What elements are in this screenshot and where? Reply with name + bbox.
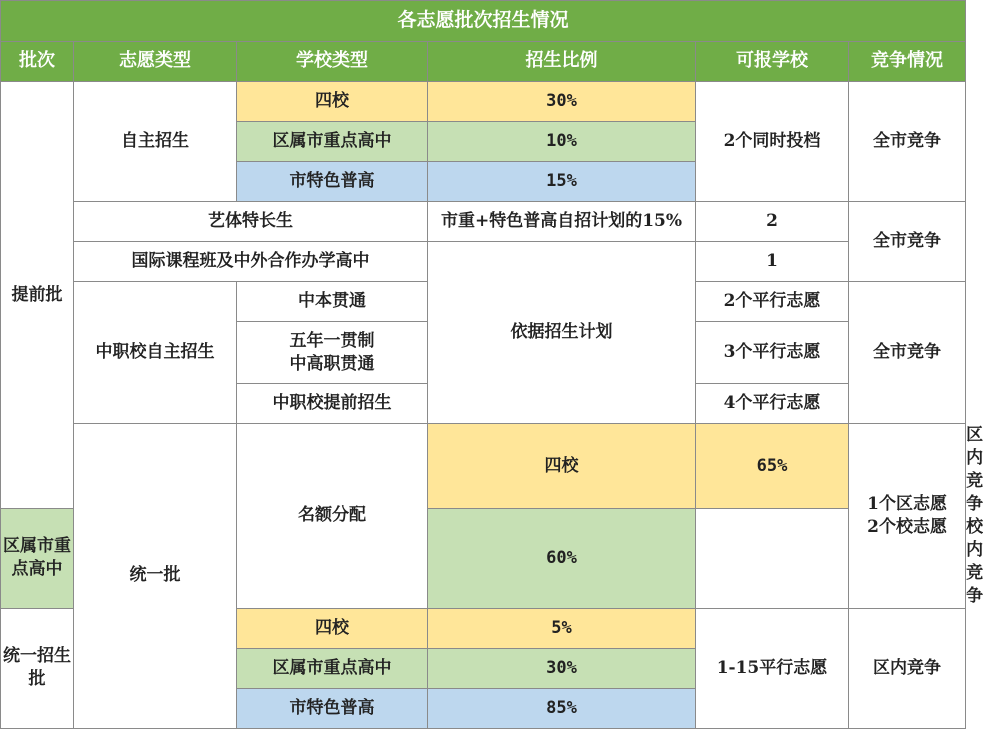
options-cell: 2个同时投档 — [696, 82, 849, 202]
school-line: 五年一贯制 — [289, 330, 375, 351]
ratio-cell: 15% — [428, 162, 696, 202]
options-line: 2个校志愿 — [867, 516, 947, 537]
school-cell: 区属市重点高中 — [237, 122, 428, 162]
header-school-type: 学校类型 — [237, 42, 428, 82]
school-cell: 四校 — [428, 424, 696, 509]
ratio-cell: 10% — [428, 122, 696, 162]
school-cell: 区属市重点高中 — [1, 508, 74, 608]
admission-table: 各志愿批次招生情况 批次 志愿类型 学校类型 招生比例 可报学校 竞争情况 提前批 自主招生 四校 30% 2个同时投档 全市竞争 区属市重点高中 10% 市特色普高 15% 艺体特长生 市重+特色普高自招计划的15% 2 全市竞争 国际课程班及中外合作办学高中 依据招生计划 1 中职校自主招生 中本贯通 2个平行志愿 全市竞争 五年一贯制 中高职贯通 3个平行志愿 中职校提前招生 4个平行志愿 统一批 名额分配 四校 65% 1个区志愿 2个校志愿 区内竞争 校内竞争 区属市重点高中 60% 统一招生批 四校 5% 1-15平行志愿 区内竞争 区属市重点高中 30% 市特色普高 85% — [0, 0, 966, 729]
options-line: 1个区志愿 — [867, 493, 947, 514]
school-cell: 四校 — [237, 82, 428, 122]
type-vocational: 中职校自主招生 — [74, 282, 237, 424]
table-title: 各志愿批次招生情况 — [1, 1, 966, 42]
ratio-cell: 85% — [428, 688, 696, 728]
school-cell: 区属市重点高中 — [237, 648, 428, 688]
type-international: 国际课程班及中外合作办学高中 — [74, 242, 428, 282]
header-type: 志愿类型 — [74, 42, 237, 82]
competition-cell: 全市竞争 — [849, 282, 966, 424]
options-cell: 1 — [696, 242, 849, 282]
options-cell — [849, 424, 966, 609]
header-competition: 竞争情况 — [849, 42, 966, 82]
ratio-cell: 5% — [428, 608, 696, 648]
options-cell: 4个平行志愿 — [696, 384, 849, 424]
school-line: 中高职贯通 — [289, 353, 375, 374]
type-arts-sports: 艺体特长生 — [74, 202, 428, 242]
type-quota: 名额分配 — [237, 424, 428, 609]
ratio-plan-cell: 依据招生计划 — [428, 242, 696, 424]
school-cell: 中本贯通 — [237, 282, 428, 322]
competition-cell: 全市竞争 — [849, 202, 966, 282]
ratio-cell: 65% — [696, 424, 849, 509]
school-cell: 市特色普高 — [237, 688, 428, 728]
ratio-cell: 30% — [428, 648, 696, 688]
options-cell: 2 — [696, 202, 849, 242]
header-batch: 批次 — [1, 42, 74, 82]
school-cell: 中职校提前招生 — [237, 384, 428, 424]
batch-early: 提前批 — [1, 82, 74, 509]
options-cell: 3个平行志愿 — [696, 322, 849, 384]
competition-cell: 全市竞争 — [849, 82, 966, 202]
batch-unified: 统一批 — [74, 424, 237, 729]
school-cell: 四校 — [237, 608, 428, 648]
competition-cell: 区内竞争 — [849, 608, 966, 728]
school-cell: 市特色普高 — [237, 162, 428, 202]
ratio-cell: 30% — [428, 82, 696, 122]
header-ratio: 招生比例 — [428, 42, 696, 82]
school-cell — [237, 322, 428, 384]
ratio-cell: 市重+特色普高自招计划的15% — [428, 202, 696, 242]
header-options: 可报学校 — [696, 42, 849, 82]
type-autonomous: 自主招生 — [74, 82, 237, 202]
type-general: 统一招生批 — [1, 608, 74, 728]
options-cell: 2个平行志愿 — [696, 282, 849, 322]
ratio-cell: 60% — [428, 508, 696, 608]
options-cell: 1-15平行志愿 — [696, 608, 849, 728]
